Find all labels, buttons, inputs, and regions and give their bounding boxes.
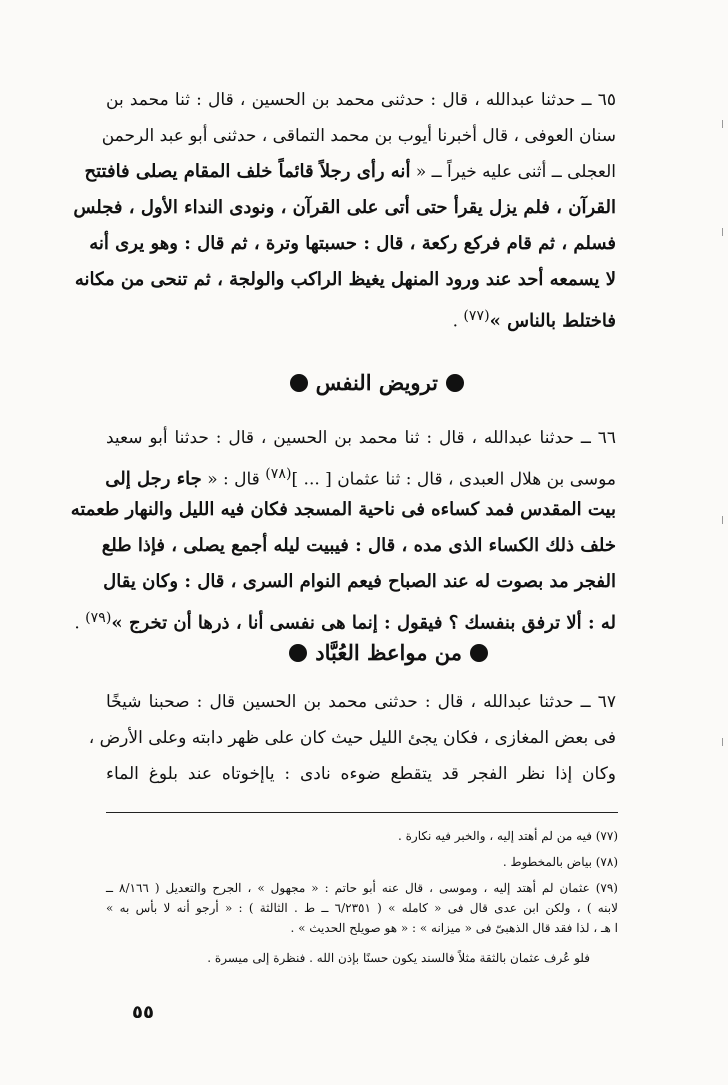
margin-mark xyxy=(722,738,723,746)
bold-text: لا يسمعه أحد عند ورود المنهل يغيظ الراكب والولجة ، ثم تنحى من مكانه xyxy=(74,269,616,290)
bold-text: جاء رجل إلى xyxy=(105,468,202,490)
bold-text: خلف ذلك الكساء الذى مده ، قال : فيبيت ليله أجمع يصلى ، فإذا طلع xyxy=(101,535,616,556)
text-line xyxy=(106,298,616,334)
heading-text: ترويض النفس xyxy=(315,370,438,395)
margin-mark xyxy=(722,516,723,524)
hadith-66 xyxy=(70,420,616,636)
text-line: ٦٧ ــ حدثنا عبدالله ، قال : حدثنى محمد بن الحسين قال : صحبنا شيخًا xyxy=(106,692,616,712)
footnote-77: (٧٧) فيه من لم أهتد إليه ، والخبر فيه نكارة . xyxy=(398,829,618,843)
text-line xyxy=(101,528,616,564)
plain-text: . xyxy=(452,311,464,332)
text-line xyxy=(70,492,616,528)
footnote-ref: (٧٧) xyxy=(463,308,490,324)
bold-text: له : ألا ترفق بنفسك ؟ فيقول : إنما هى نفسى أنا ، ذرها أن تخرج » xyxy=(111,612,616,634)
margin-mark xyxy=(722,228,723,236)
text-line xyxy=(74,262,616,298)
footnote-ref: (٧٨) xyxy=(265,466,292,482)
text-line xyxy=(74,600,616,636)
hadith-65 xyxy=(73,82,616,334)
section-heading xyxy=(290,370,464,395)
plain-text: العجلى ــ أثنى عليه خيراً ــ « xyxy=(410,162,616,182)
text-line: ٦٦ ــ حدثنا عبدالله ، قال : ثنا محمد بن الحسين ، قال : حدثنا أبو سعيد xyxy=(106,428,616,448)
footnote-79-cont: لابنه ) ، ولكن ابن عدى قال فى « كامله » ( ٦/٢٣٥١ ــ ط . الثالثة ) : « أرجو أنه لا بأس به » xyxy=(106,901,618,915)
bullet-icon xyxy=(289,644,307,662)
footnote-ref: (٧٩) xyxy=(85,610,112,626)
text-line xyxy=(89,226,616,262)
footnote-divider xyxy=(106,812,618,813)
text-line xyxy=(84,154,616,190)
plain-text: . xyxy=(74,613,86,634)
footnote-79-note: فلو عُرف عثمان بالثقة مثلاً فالسند يكون حسنًا بإذن الله . فنظرة إلى ميسرة . xyxy=(207,951,590,965)
bold-text: بيت المقدس فمد كساءه فى ناحية المسجد فكان فيه الليل والنهار طعمته xyxy=(70,499,616,520)
text-line: فى بعض المغازى ، فكان يجئ الليل حيث كان على ظهر دابته وعلى الأرض ، xyxy=(88,728,616,748)
footnote-78: (٧٨) بياض بالمخطوط . xyxy=(502,855,618,869)
bold-text: فسلم ، ثم قام فركع ركعة ، قال : حسبتها وترة ، ثم قال : وهو يرى أنه xyxy=(89,233,616,254)
margin-mark xyxy=(722,120,723,128)
text-line: سنان العوفى ، قال أخبرنا أيوب بن محمد التماقى ، حدثنى أبو عبد الرحمن xyxy=(101,126,616,146)
bold-text: فاختلط بالناس » xyxy=(489,310,616,332)
footnote-79-cont: ا هـ ، لذا فقد قال الذهبىّ فى « ميزانه » : « هو صويلح الحديث » . xyxy=(290,921,618,935)
page-number: ٥٥ xyxy=(132,1002,154,1023)
text-line xyxy=(106,456,616,492)
bold-text: الفجر مد بصوت له عند الصباح فيعم النوام السرى ، قال : وكان يقال xyxy=(103,571,616,592)
bold-text: القرآن ، فلم يزل يقرأ حتى أتى على القرآن ، ونودى النداء الأول ، فجلس xyxy=(73,197,616,218)
text-line xyxy=(103,564,616,600)
plain-text: قال : « xyxy=(201,469,266,490)
bold-text: أنه رأى رجلاً قائماً خلف المقام يصلى فافتتح xyxy=(84,161,411,182)
bullet-icon xyxy=(290,374,308,392)
heading-text: من مواعظ العُبَّاد xyxy=(315,640,462,665)
bullet-icon xyxy=(446,374,464,392)
hadith-67 xyxy=(88,684,616,792)
text-line: ٦٥ ــ حدثنا عبدالله ، قال : حدثنى محمد بن الحسين ، قال : ثنا محمد بن xyxy=(106,90,616,110)
bullet-icon xyxy=(470,644,488,662)
section-heading xyxy=(289,640,488,665)
text-line xyxy=(73,190,616,226)
footnote-79: (٧٩) عثمان لم أهتد إليه ، وموسى ، قال عنه أبو حاتم : « مجهول » ، الجرح والتعديل ( ٨/١٦٦ ــ xyxy=(106,881,618,895)
plain-text: موسى بن هلال العبدى ، قال : ثنا عثمان [ ... ] xyxy=(291,469,616,490)
text-line: وكان إذا نظر الفجر قد يتقطع ضوءه نادى : ياإخوتاه عند بلوغ الماء xyxy=(106,764,616,784)
footnotes xyxy=(106,826,618,968)
